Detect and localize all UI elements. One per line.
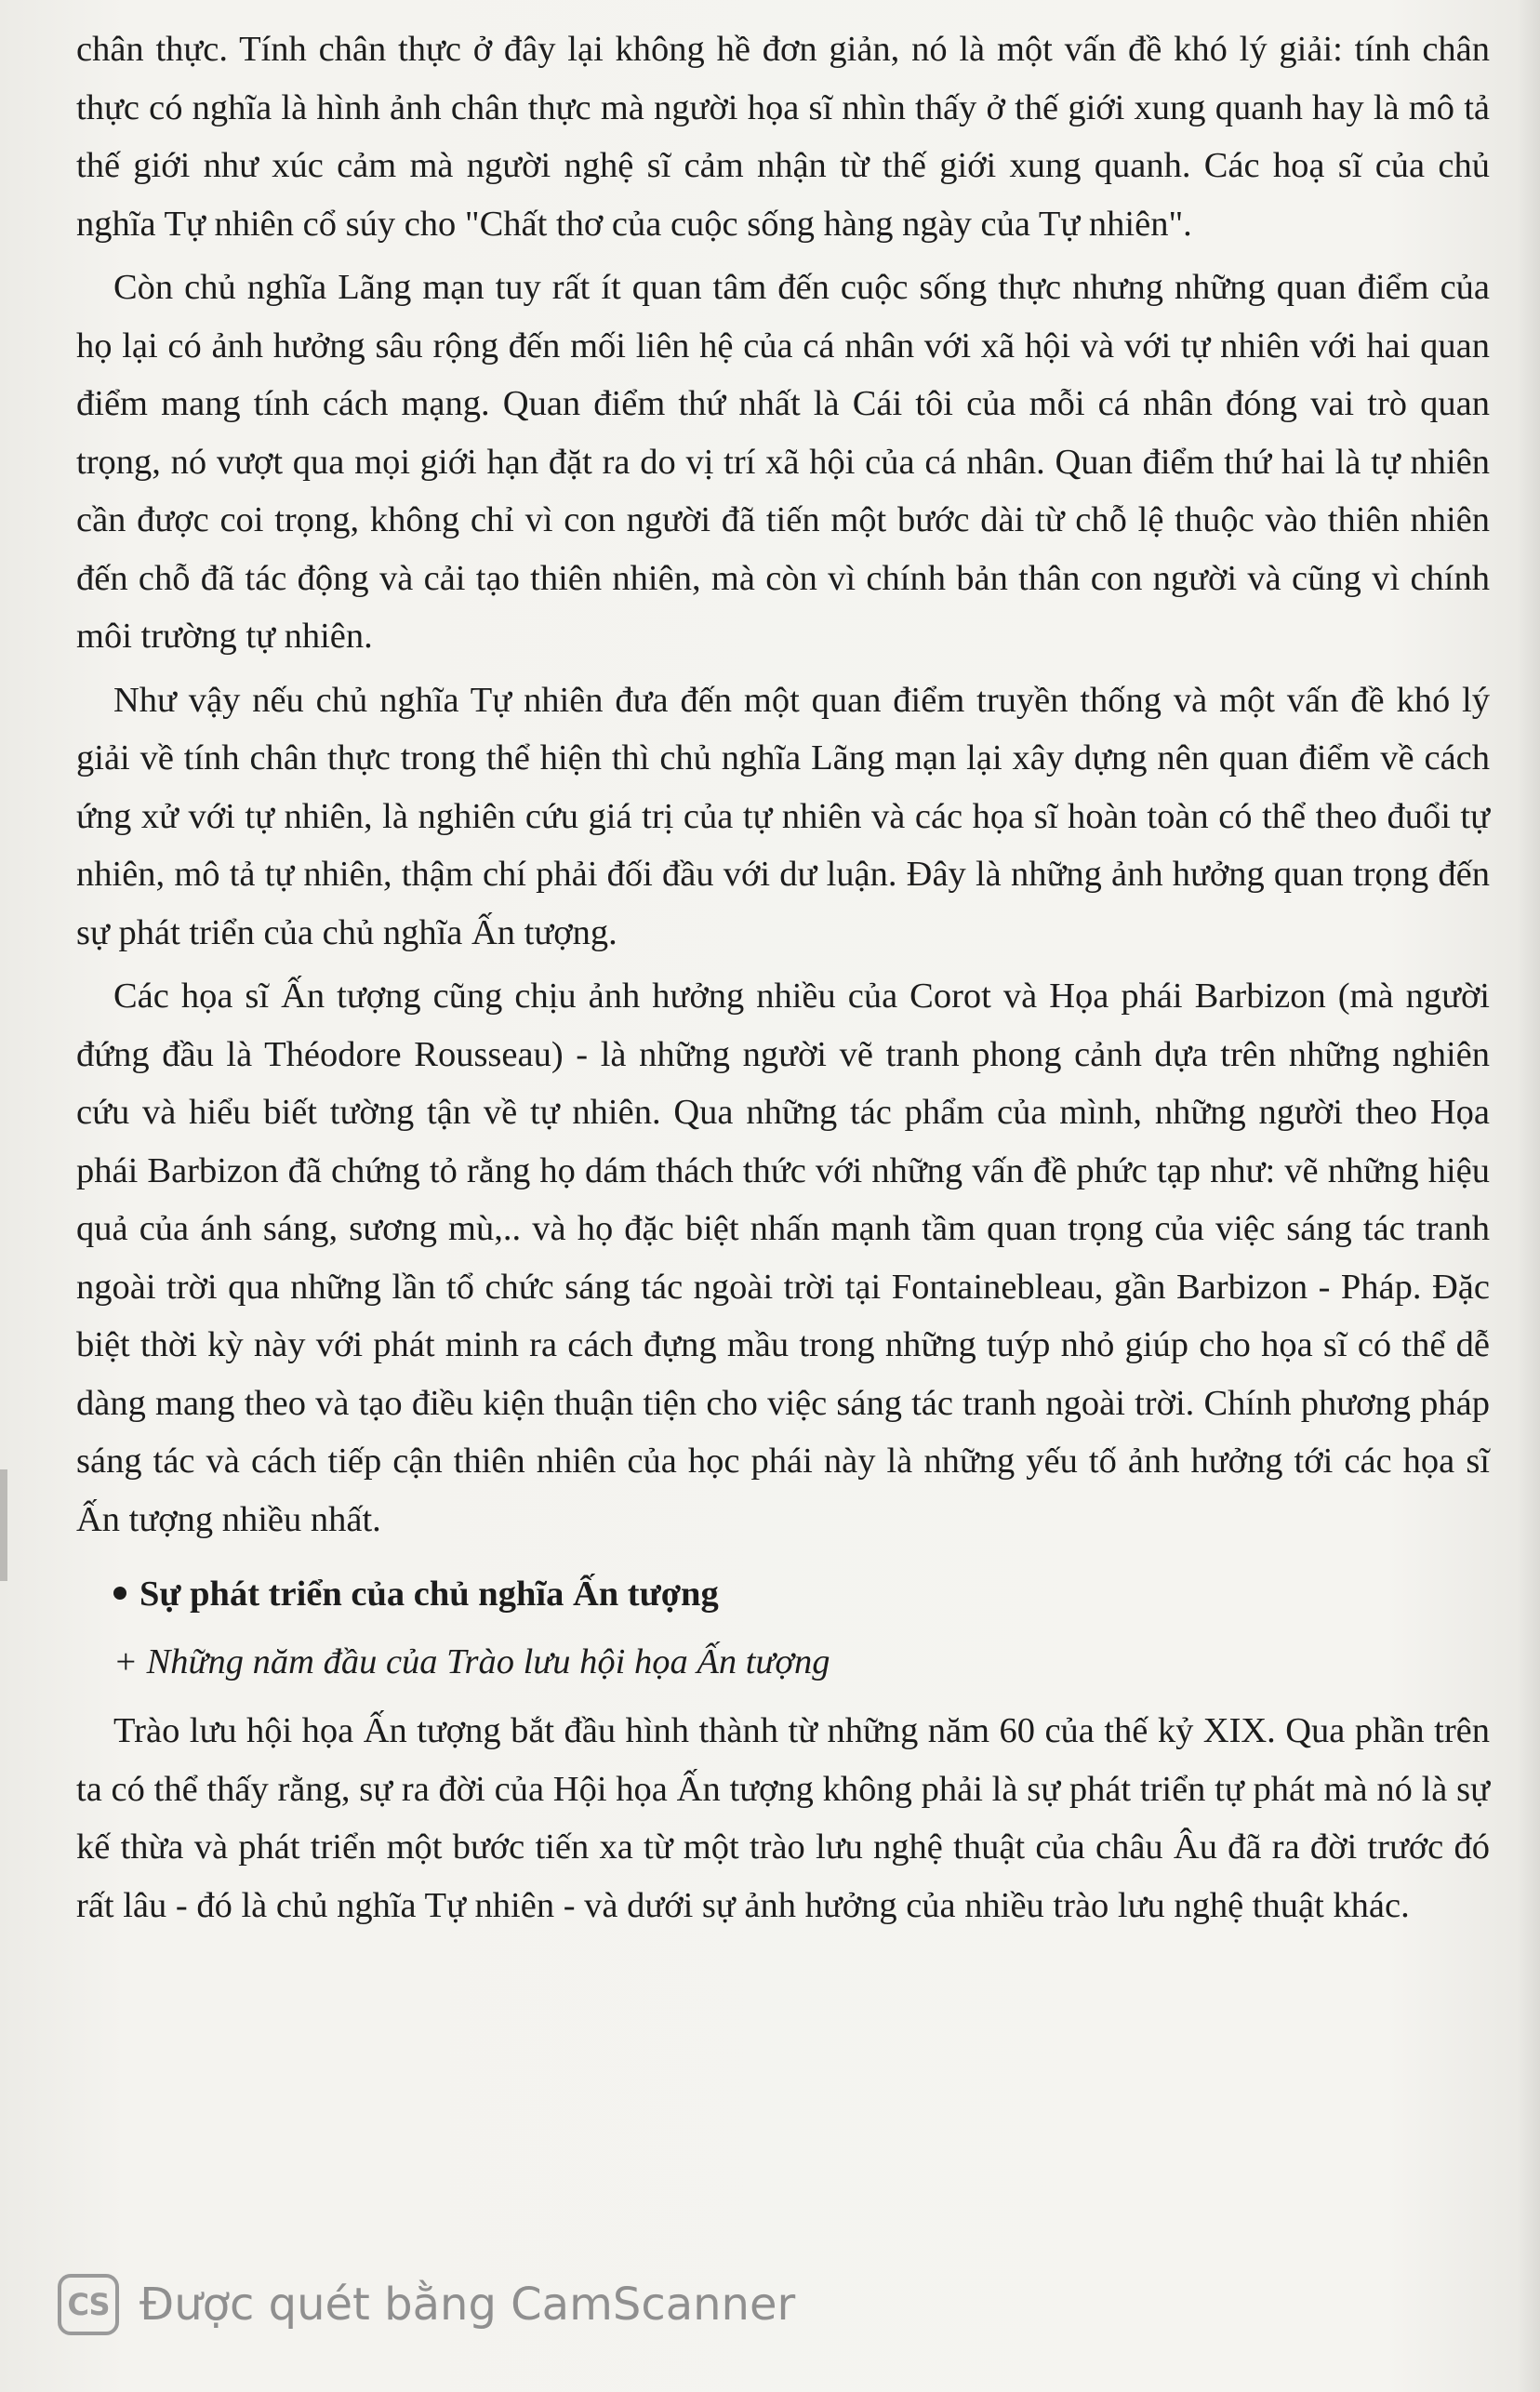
paragraph-5: Trào lưu hội họa Ấn tượng bắt đầu hình thành từ những năm 60 của thế kỷ XIX. Qua phần trên ta có thể thấy rằng, sự ra đời của Hội họa Ấn tượng không phải là sự phát triển tự phát mà nó là sự kế thừa và phát triển một bước tiến xa từ một trào lưu nghệ thuật của châu Âu đã ra đời trước đó rất lâu - đó là chủ nghĩa Tự nhiên - và dưới sự ảnh hưởng của nhiều trào lưu nghệ thuật khác.: [76, 1711, 1490, 1925]
scan-shadow-right: [1518, 0, 1540, 2392]
body-text: [76, 20, 1490, 1940]
paragraph-3: Như vậy nếu chủ nghĩa Tự nhiên đưa đến một quan điểm truyền thống và một vấn đề khó lý giải về tính chân thực trong thể hiện thì chủ nghĩa Lãng mạn lại xây dựng nên quan điểm về cách ứng xử với tự nhiên, là nghiên cứu giá trị của tự nhiên và các họa sĩ hoàn toàn có thể theo đuổi tự nhiên, mô tả tự nhiên, thậm chí phải đối đầu với dư luận. Đây là những ảnh hưởng quan trọng đến sự phát triển của chủ nghĩa Ấn tượng.: [76, 680, 1490, 952]
camscanner-logo-icon: CS: [58, 2274, 119, 2335]
scan-mark-left: [0, 1469, 7, 1581]
paragraph-4: Các họa sĩ Ấn tượng cũng chịu ảnh hưởng nhiều của Corot và Họa phái Barbizon (mà người đứng đầu là Théodore Rousseau) - là những người vẽ tranh phong cảnh dựa trên những nghiên cứu và hiểu biết tường tận về tự nhiên. Qua những tác phẩm của mình, những người theo Họa phái Barbizon đã chứng tỏ rằng họ dám thách thức với những vấn đề phức tạp như: vẽ những hiệu quả của ánh sáng, sương mù,.. và họ đặc biệt nhấn mạnh tầm quan trọng của việc sáng tác tranh ngoài trời qua những lần tổ chức sáng tác ngoài trời tại Fontainebleau, gần Barbizon - Pháp. Đặc biệt thời kỳ này với phát minh ra cách đựng mầu trong những tuýp nhỏ giúp cho họa sĩ có thể dễ dàng mang theo và tạo điều kiện thuận tiện cho việc sáng tác tranh ngoài trời. Chính phương pháp sáng tác và cách tiếp cận thiên nhiên của học phái này là những yếu tố ảnh hưởng tới các họa sĩ Ấn tượng nhiều nhất.: [76, 977, 1490, 1539]
paragraph-2: Còn chủ nghĩa Lãng mạn tuy rất ít quan tâm đến cuộc sống thực nhưng những quan điểm của họ lại có ảnh hưởng sâu rộng đến mối liên hệ của cá nhân với xã hội và với tự nhiên với hai quan điểm mang tính cách mạng. Quan điểm thứ nhất là Cái tôi của mỗi cá nhân đóng vai trò quan trọng, nó vượt qua mọi giới hạn đặt ra do vị trí xã hội của cá nhân. Quan điểm thứ hai là tự nhiên cần được coi trọng, không chỉ vì con người đã tiến một bước dài từ chỗ lệ thuộc vào thiên nhiên đến chỗ đã tác động và cải tạo thiên nhiên, mà còn vì chính bản thân con người và cũng vì chính môi trường tự nhiên.: [76, 268, 1490, 656]
bullet-icon: [113, 1587, 126, 1600]
section-heading-text: Sự phát triển của chủ nghĩa Ấn tượng: [139, 1575, 719, 1614]
section-heading: [76, 1565, 1490, 1624]
camscanner-watermark: [58, 2269, 795, 2340]
section-subheading: + Những năm đầu của Trào lưu hội họa Ấn tượng: [113, 1641, 830, 1681]
watermark-text: Được quét bằng CamScanner: [139, 2279, 796, 2331]
paragraph-1: chân thực. Tính chân thực ở đây lại không hề đơn giản, nó là một vấn đề khó lý giải: tính chân thực có nghĩa là hình ảnh chân thực mà người họa sĩ nhìn thấy ở thế giới xung quanh hay là mô tả thế giới như xúc cảm mà người nghệ sĩ cảm nhận từ thế giới xung quanh. Các hoạ sĩ của chủ nghĩa Tự nhiên cổ súy cho "Chất thơ của cuộc sống hàng ngày của Tự nhiên".: [76, 30, 1490, 244]
